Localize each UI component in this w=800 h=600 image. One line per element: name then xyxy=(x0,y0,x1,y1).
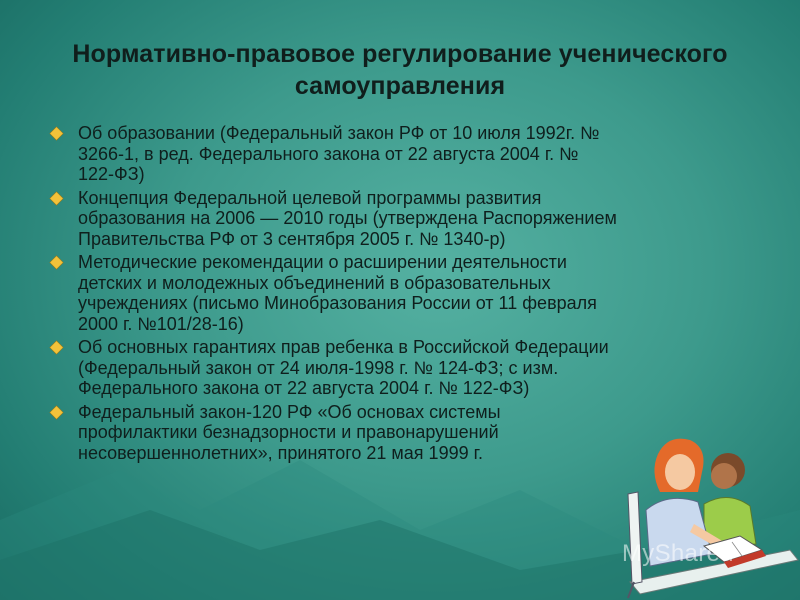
list-item-text: Об основных гарантиях прав ребенка в Российской Федерации (Федеральный закон от 24 июля-1998 г. № 124-ФЗ; с изм. Федерального закона от 22 августа 2004 г. № 122-ФЗ) xyxy=(78,337,609,398)
diamond-bullet-icon xyxy=(50,341,63,354)
list-item-text: Федеральный закон-120 РФ «Об основах системы профилактики безнадзорности и правонарушений несовершеннолетних», принятого 21 мая 1999 г. xyxy=(78,401,501,463)
list-item xyxy=(52,337,692,399)
teacher-and-child-reading-clipart xyxy=(620,432,800,600)
slide-title xyxy=(30,38,770,102)
title-line-2: самоуправления xyxy=(294,72,506,100)
diamond-bullet-icon xyxy=(50,406,63,419)
title-line-1: Нормативно-правовое регулирование ученического xyxy=(72,40,728,68)
list-item-text: Об образовании (Федеральный закон РФ от 10 июля 1992г. № 3266-1, в ред. Федерального закона от 22 августа 2004 г. № 122-ФЗ) xyxy=(78,123,600,184)
list-item xyxy=(52,123,692,185)
watermark: MyShared xyxy=(622,540,734,567)
bullet-list xyxy=(52,123,692,466)
list-item xyxy=(52,402,692,464)
list-item xyxy=(52,252,692,334)
list-item xyxy=(52,188,692,250)
diamond-bullet-icon xyxy=(50,256,63,269)
diamond-bullet-icon xyxy=(50,192,63,205)
diamond-bullet-icon xyxy=(50,127,63,140)
list-item-text: Методические рекомендации о расширении деятельности детских и молодежных объединений в образовательных учреждениях (письмо Минобразования России от 11 февраля 2000 г. №101/28-16) xyxy=(78,252,597,334)
list-item-text: Концепция Федеральной целевой программы развития образования на 2006 — 2010 годы (утверждена Распоряжением Правительства РФ от 3 сентября 2005 г. № 1340-р) xyxy=(78,187,617,249)
